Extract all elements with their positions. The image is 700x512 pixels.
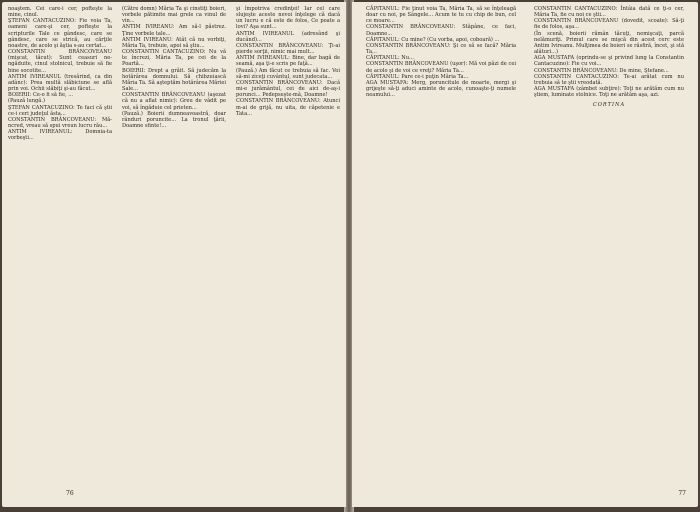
right-column-2 xyxy=(534,6,684,109)
left-page-number: 76 xyxy=(66,490,74,497)
left-column-3 xyxy=(236,6,340,117)
left-column-1 xyxy=(8,6,112,141)
left-column-1-text: noaştem. Cei care-i cer, pofteşte la mine, cinul. ŞTEFAN CANTACUZINO: Fie voia Ta, oameni care-şi cer, pofteşte la scripturile Tale ce gândesc, care se gândesc, care se strică, au cărţile noastre, de acolo şi ăştia s-au certat... CONSTANTIN BRÂNCOVEANU (mişcat, tăcut): Sunt ceasuri ne-ngăduite, cinul stolnicul, trebuie să fie bine socotite... ANTIM IVIREANUL (tresărind, ca din adânc): Prea multă slăbiciune se află prin voi. Ochii slăbiţi şi-au făcut... BOIERII: Ce-o fi să fie, ... (Pauză lungă.) ŞTEFAN CANTACUZINO: Te faci că ştii ce-i ceri judeţul ăsta... CONSTANTIN BRÂNCOVEANU: Mă-ncred, vreau să spui vreun lucru rău... ANTIM IVIREANUL: Domnia-ta vorbeşti... xyxy=(8,6,112,142)
left-column-2 xyxy=(122,6,226,129)
left-column-2-text: (Către domn) Măria Ta şi cinstiţi boieri, vorbele pătimite mai grele ca vinul de vin... ANTIM IVIREANU: Am să-l păstrez. Ţine vorbele tale... ANTIM IVIREANU: Atât că nu vorbiţi, Măria Ta, trebuie, apoi să ştiu... CONSTANTIN CANTACUZINO: Nu vă te încrezi, Măria Ta, pe cei de la Poartă... BOIERII: Drept a grăit. Să judecăm la hotărârea domnului. Să chibzuiască Măria Ta. Să aşteptăm hotărârea Măriei Sale... CONSTANTIN BRÂNCOVEANU (aşezat că nu a aflat nimic): Greu de vădit pe voi, să îngăduie cel prieten... (Pauză.) Boierii dumneavoastră, doar rânduri poruncite... La tronul ţării, Doamne sfinte!... xyxy=(122,6,226,129)
right-column-1-text: CĂPITANUL: Fie ţinut voia Ta, Măria Ta, să se înţeleagă doar cu noi, pe Sângele... Acum te tu cu chip de bun, cel ce moare... CONSTANTIN BRÂNCOVEANU: Stăpâne, ce faci, Doamne... CĂPITANUL: Cu mine? (Cu vorba, apoi, coboară) ... CONSTANTIN BRÂNCOVEANU: Şi ce să se facă? Măria Ta... CĂPITANUL: Nu... CONSTANTIN BRÂNCOVEANU (uşor): Mă voi păzi de cei de acolo şi de voi ce vreţi? Măria Ta... CĂPITANUL: Pare ce-i puţin Măria Ta... AGA MUSTAFA: Merg, poruncitule de moarte, mergi şi grijeşte să-ţi aduci aminte de acolo, cunoaşte-ţi numele neamului... xyxy=(366,6,516,99)
left-column-3-text: şi împotriva credinţei! Iar cel care slujeşte aceste nevoi înţelege că dacă un lucru e că este de folos, Ce poate a lovi? Aşa sunt... ANTIM IVIREANUL (adresând şi ducând)... CONSTANTIN BRÂNCOVEANU: Ţi-ai pierde sorţii, nimic mai mult... ANTIM IVIREANUL: Bine, dar bagă de seamă, aşa ţi-e scris pe faţă... (Pauză.) Am făcut ce trebuia să fac. Voi să-mi ziceţi cuvântul, sunt judecata... CONSTANTIN BRÂNCOVEANU: Dacă mi-e jurământul, cei de aici de-aş-i porunci... Pedepsește-mă, Doamne! CONSTANTIN BRÂNCOVEANU: Atunci m-ai de grijă, nu uita, de căpetenie e Tata... xyxy=(236,6,340,117)
right-column-2-text: CONSTANTIN CANTACUZINO: Întâia dată ce ţi-o cer, Măria Ta, fie cu noi ce ştii... CONSTANTIN BRÂNCOVEANU (dovedit, scoate): Să-ţi fie de folos, aşa... (În scenă, boierii rămân tăcuţi, nemişcaţi, parcă nelămuriţi. Primul care se mişcă din acest cerc este Antim Ivireanu. Mulţimea de boieri se răsfiră, încet, şi stă alături...) AGA MUSTAFA (oprindu-se şi privind lung la Constantin Cantacuzino): Fie cu voi... CONSTANTIN BRÂNCOVEANU: De mine, Ştefane... CONSTANTIN CANTACUZINO: Te-ai arătat cum nu trebuia să te ştii vreodată. AGA MUSTAFA (zâmbet subţire): Toţi ne arătăm cum nu ştiem, luminate stolnice. Toţi ne arătăm aşa, azi. xyxy=(534,6,684,99)
right-page-number: 77 xyxy=(678,490,686,497)
left-page xyxy=(2,2,346,507)
right-column-1 xyxy=(366,6,516,98)
right-page xyxy=(352,2,698,507)
curtain-end-note: CORTINA xyxy=(592,102,626,109)
